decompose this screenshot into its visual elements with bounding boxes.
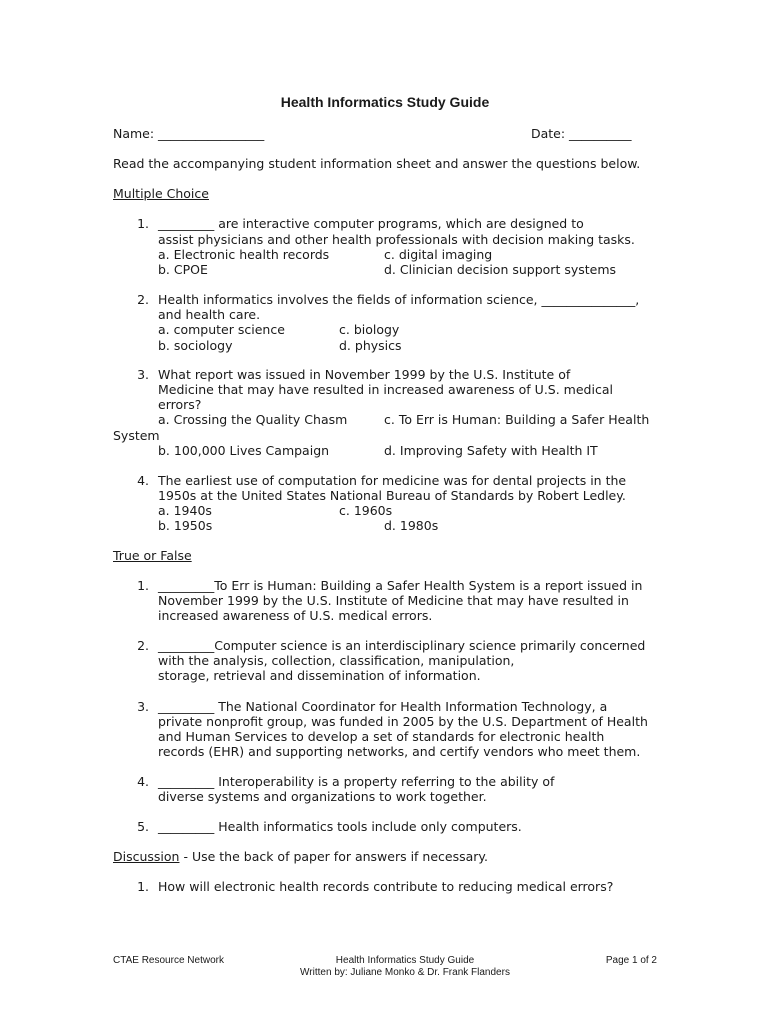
question-number: 2. [137, 292, 149, 307]
question-number: 3. [137, 367, 149, 382]
question-text: errors? [158, 397, 202, 412]
answer-option-d: d. Clinician decision support systems [384, 262, 617, 277]
question-text: increased awareness of U.S. medical errors. [158, 608, 433, 623]
answer-option-c: c. biology [339, 322, 400, 337]
question-number: 1. [137, 216, 149, 231]
question-text: assist physicians and other health professionals with decision making tasks. [158, 232, 635, 247]
question-text: storage, retrieval and dissemination of information. [158, 668, 481, 683]
question-number: 4. [137, 774, 149, 789]
discussion-heading: Discussion [113, 849, 180, 864]
page-title: Health Informatics Study Guide [280, 94, 490, 110]
answer-option-b: b. sociology [158, 338, 233, 353]
question-text: records (EHR) and supporting networks, and certify vendors who meet them. [158, 744, 641, 759]
question-text: and Human Services to develop a set of standards for electronic health [158, 729, 605, 744]
true-false-heading: True or False [113, 548, 192, 563]
question-text: _________ Interoperability is a property referring to the ability of [158, 774, 555, 789]
question-number: 5. [137, 819, 149, 834]
answer-option-d: d. Improving Safety with Health IT [384, 443, 598, 458]
question-text: Medicine that may have resulted in increased awareness of U.S. medical [158, 382, 613, 397]
question-text: Health informatics involves the fields of information science, _______________, [158, 292, 640, 307]
answer-option-a: a. computer science [158, 322, 285, 337]
question-text: _________To Err is Human: Building a Safer Health System is a report issued in [158, 578, 643, 593]
discussion-heading-line [113, 849, 488, 864]
question-text: private nonprofit group, was funded in 2005 by the U.S. Department of Health [158, 714, 648, 729]
answer-option-d: d. 1980s [384, 518, 439, 533]
footer-page-number: Page 1 of 2 [605, 955, 657, 966]
footer-left: CTAE Resource Network [113, 955, 224, 966]
question-text: 1950s at the United States National Bureau of Standards by Robert Ledley. [158, 488, 626, 503]
answer-option-a: a. Crossing the Quality Chasm [158, 412, 348, 427]
answer-option-a: a. Electronic health records [158, 247, 330, 262]
question-number: 1. [137, 879, 149, 894]
answer-option-b: b. 1950s [158, 518, 213, 533]
question-text: _________ Health informatics tools include only computers. [158, 819, 522, 834]
answer-option-c: c. To Err is Human: Building a Safer Health [384, 412, 650, 427]
question-text: What report was issued in November 1999 by the U.S. Institute of [158, 367, 571, 382]
question-text: November 1999 by the U.S. Institute of Medicine that may have resulted in [158, 593, 629, 608]
question-number: 1. [137, 578, 149, 593]
discussion-note: - Use the back of paper for answers if necessary. [179, 849, 489, 864]
date-field-label: Date: __________ [531, 126, 632, 141]
name-field-label: Name: _________________ [113, 126, 265, 141]
answer-option-c: c. 1960s [339, 503, 393, 518]
question-text: _________ The National Coordinator for Health Information Technology, a [158, 699, 608, 714]
instructions: Read the accompanying student information sheet and answer the questions below. [113, 156, 641, 171]
question-number: 2. [137, 638, 149, 653]
question-number: 4. [137, 473, 149, 488]
answer-option-c: c. digital imaging [384, 247, 493, 262]
question-text: and health care. [158, 307, 261, 322]
question-number: 3. [137, 699, 149, 714]
answer-option-d: d. physics [339, 338, 402, 353]
question-text: The earliest use of computation for medicine was for dental projects in the [158, 473, 627, 488]
question-text: with the analysis, collection, classification, manipulation, [158, 653, 515, 668]
question-text: _________ are interactive computer programs, which are designed to [158, 216, 584, 231]
answer-option-c-wrap: System [113, 428, 160, 443]
answer-option-b: b. 100,000 Lives Campaign [158, 443, 330, 458]
question-text: How will electronic health records contribute to reducing medical errors? [158, 879, 614, 894]
footer-center-title: Health Informatics Study Guide [335, 955, 475, 966]
footer-center-authors: Written by: Juliane Monko & Dr. Frank Flanders [300, 967, 510, 978]
answer-option-b: b. CPOE [158, 262, 208, 277]
question-text: _________Computer science is an interdisciplinary science primarily concerned [158, 638, 646, 653]
multiple-choice-heading: Multiple Choice [113, 186, 209, 201]
answer-option-a: a. 1940s [158, 503, 212, 518]
question-text: diverse systems and organizations to work together. [158, 789, 487, 804]
